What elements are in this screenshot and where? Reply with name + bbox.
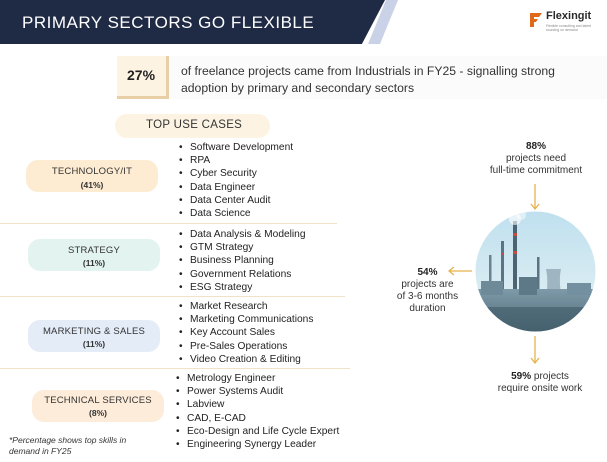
stat-onsite-line-2: require onsite work <box>497 383 583 394</box>
use-case-list-strategy <box>179 228 306 294</box>
category-name: STRATEGY <box>67 245 121 256</box>
list-item: • GTM Strategy <box>179 241 306 254</box>
flexingit-logo-icon <box>528 11 544 29</box>
category-percent: (11%) <box>82 258 106 268</box>
list-item: • Key Account Sales <box>179 326 313 339</box>
list-item: • Market Research <box>179 300 313 313</box>
list-item: • CAD, E-CAD <box>176 412 339 425</box>
use-case-list-technical-services <box>176 372 339 451</box>
use-case-list-technology <box>179 141 293 220</box>
use-case-list-marketing <box>179 300 313 366</box>
list-item: • Labview <box>176 398 339 411</box>
stat-fulltime-line-2: full-time commitment <box>489 165 583 176</box>
highlight-text <box>181 63 591 97</box>
highlight-line-2: adoption by primary and secondary sectors <box>181 81 415 95</box>
arrow-left-icon <box>448 264 474 278</box>
list-item: • ESG Strategy <box>179 281 306 294</box>
list-item: • Government Relations <box>179 268 306 281</box>
footnote-line-2: demand in FY25 <box>9 446 72 456</box>
category-name: TECHNICAL SERVICES <box>44 395 152 406</box>
stat-duration-line-1: projects are <box>401 279 454 290</box>
list-item: • Engineering Synergy Leader <box>176 438 339 451</box>
highlight-line-1: of freelance projects came from Industrials in FY25 - signalling strong <box>181 64 555 78</box>
stat-fulltime-percent: 88% <box>525 141 546 152</box>
stat-fulltime-line-1: projects need <box>505 153 567 164</box>
industrial-plant-photo <box>475 211 596 332</box>
stat-onsite-line-1: projects <box>533 371 569 382</box>
page-title: PRIMARY SECTORS GO FLEXIBLE <box>22 13 315 32</box>
list-item: • Video Creation & Editing <box>179 353 313 366</box>
list-item: • Pre-Sales Operations <box>179 340 313 353</box>
footnote-line-1: *Percentage shows top skills in <box>9 435 127 445</box>
section-divider <box>0 296 345 297</box>
arrow-down-icon <box>528 182 542 212</box>
list-item: • Eco-Design and Life Cycle Expert <box>176 425 339 438</box>
list-item: • Data Analysis & Modeling <box>179 228 306 241</box>
list-item: • Data Engineer <box>179 181 293 194</box>
list-item: • RPA <box>179 154 293 167</box>
brand-logo[interactable] <box>528 8 600 36</box>
stat-duration-line-2: of 3-6 months <box>396 291 459 302</box>
footnote <box>9 435 159 457</box>
list-item: • Data Center Audit <box>179 194 293 207</box>
stat-duration-percent: 54% <box>417 267 438 278</box>
list-item: • Business Planning <box>179 254 306 267</box>
category-percent: (8%) <box>89 408 107 418</box>
highlight-percent: 27% <box>127 67 156 83</box>
list-item: • Marketing Communications <box>179 313 313 326</box>
list-item: • Data Science <box>179 207 293 220</box>
category-name: MARKETING & SALES <box>42 326 146 337</box>
stat-onsite <box>478 371 602 395</box>
list-item: • Cyber Security <box>179 167 293 180</box>
section-divider <box>0 223 337 224</box>
brand-tagline: Flexible consulting and talent sourcing on demand <box>546 24 592 32</box>
category-percent: (11%) <box>82 339 106 349</box>
use-cases-heading: TOP USE CASES <box>146 119 243 131</box>
stat-onsite-percent: 59% <box>511 371 532 382</box>
stat-fulltime <box>476 141 596 177</box>
list-item: • Metrology Engineer <box>176 372 339 385</box>
brand-name: Flexingit <box>546 10 592 22</box>
list-item: • Software Development <box>179 141 293 154</box>
list-item: • Power Systems Audit <box>176 385 339 398</box>
category-percent: (41%) <box>80 180 104 190</box>
stat-duration-line-3: duration <box>409 303 446 314</box>
arrow-down-icon <box>528 334 542 366</box>
category-name: TECHNOLOGY/IT <box>51 166 133 177</box>
section-divider <box>0 368 350 369</box>
